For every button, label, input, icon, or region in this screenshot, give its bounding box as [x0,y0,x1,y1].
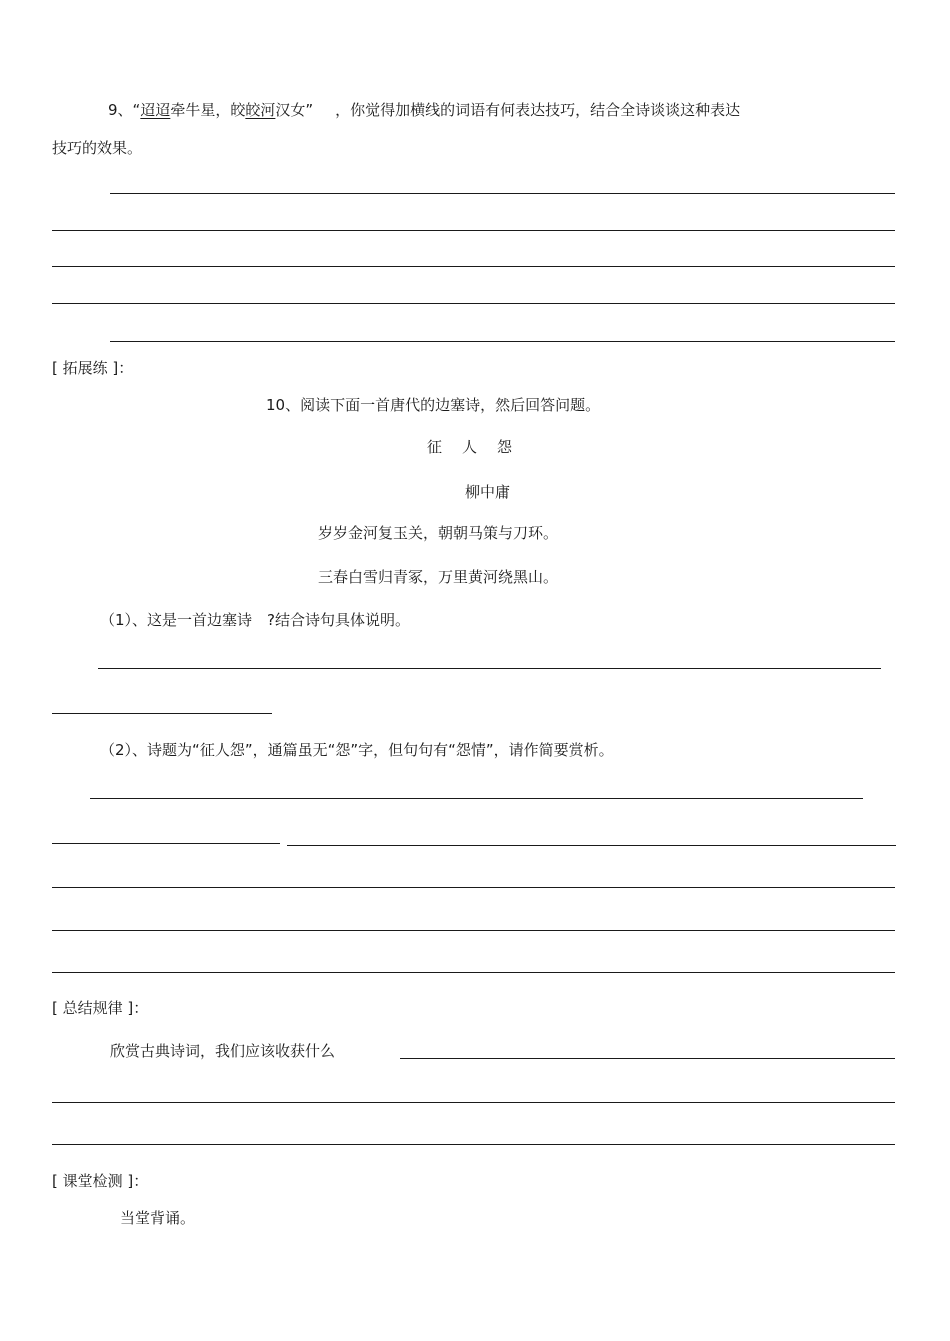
summary-prompt: 欣赏古典诗词，我们应该收获什么 [110,1042,336,1060]
q10-instruction: 10、阅读下面一首唐代的边塞诗，然后回答问题。 [266,396,601,414]
section-heading-extension: [ 拓展练 ]： [52,359,134,377]
q9-number: 9、 [108,101,133,119]
q9-text: 牵牛星， [170,101,231,119]
section-heading-summary: [ 总结规律 ]： [52,999,149,1017]
q10-sub-question-1: （1）、这是一首边塞诗 ?结合诗句具体说明。 [100,611,411,629]
answer-line[interactable] [400,1058,895,1059]
answer-line[interactable] [52,887,895,888]
answer-line[interactable] [287,845,896,846]
check-task: 当堂背诵。 [120,1209,196,1227]
answer-line[interactable] [90,798,863,799]
poem-author: 柳中庸 [465,483,511,501]
q9-question-text: ，你觉得加横线的词语有何表达技巧，结合全诗谈谈这种表达 [335,101,741,119]
q9-quote-open: “ [132,101,141,119]
answer-line[interactable] [52,930,895,931]
q9-line1 [108,100,740,120]
poem-line-1: 岁岁金河复玉关，朝朝马策与刀环。 [318,524,559,542]
answer-line[interactable] [52,303,895,304]
answer-line[interactable] [52,843,280,844]
q10-sub-question-2: （2）、诗题为“征人怨”，通篇虽无“怨”字，但句句有“怨情”，请作简要赏析。 [100,741,614,759]
answer-line[interactable] [110,193,895,194]
q9-underlined-word-2: 皎河 [245,101,276,119]
poem-line-2: 三春白雪归青冢，万里黄河绕黑山。 [318,568,559,586]
answer-line[interactable] [52,972,895,973]
answer-line[interactable] [52,1102,895,1103]
q9-text: 汉女” [275,101,314,119]
answer-line[interactable] [110,341,895,342]
section-heading-check: [ 课堂检测 ]： [52,1172,149,1190]
answer-line[interactable] [98,668,881,669]
poem-title: 征人怨 [427,438,533,456]
q9-text: 皎 [230,101,246,119]
answer-line[interactable] [52,230,895,231]
q9-line2: 技巧的效果。 [52,139,143,157]
answer-line[interactable] [52,266,895,267]
answer-line[interactable] [52,713,272,714]
q9-underlined-word-1: 迢迢 [140,101,171,119]
answer-line[interactable] [52,1144,895,1145]
